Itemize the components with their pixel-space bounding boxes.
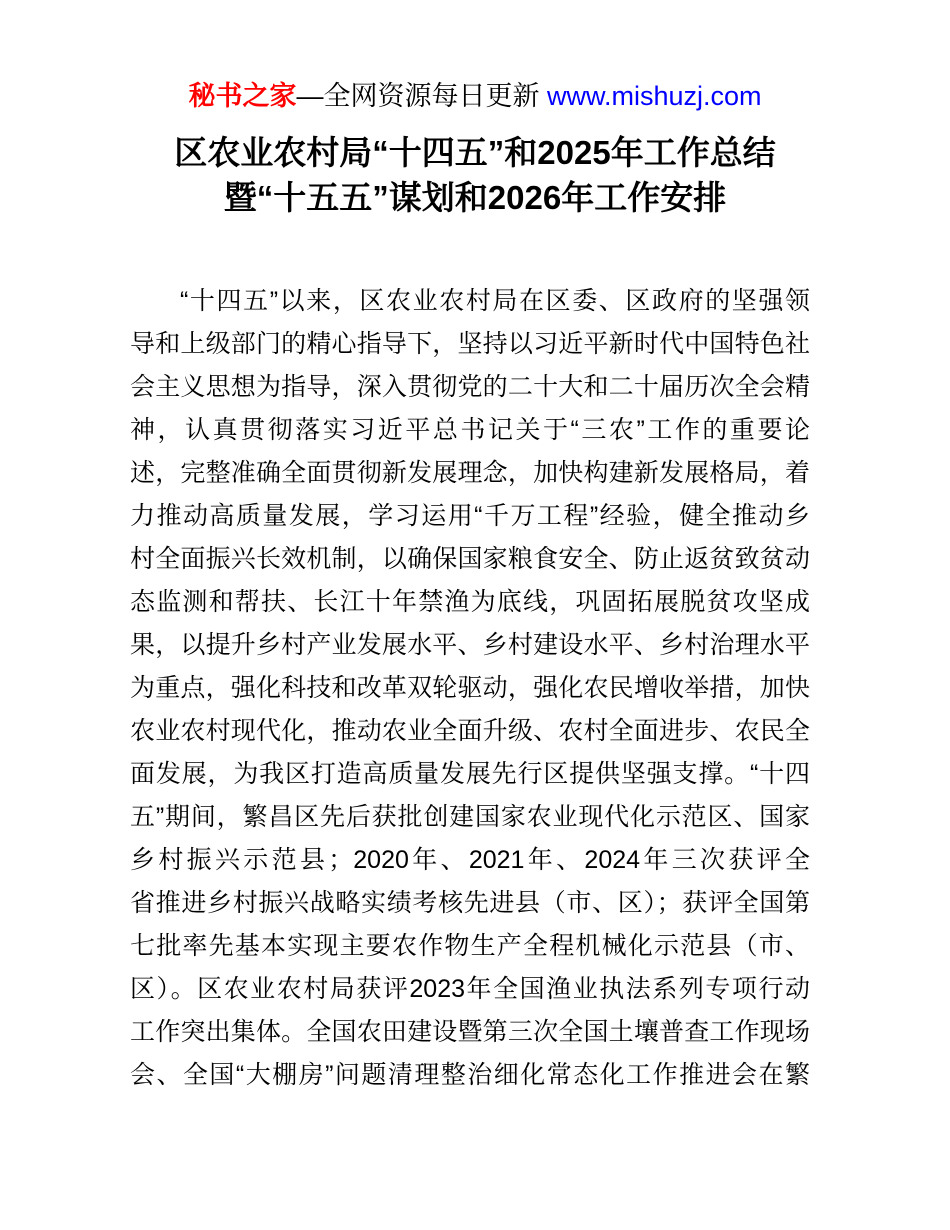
body-paragraph — [130, 280, 810, 1097]
body-line: 农业农村现代化，推动农业全面升级、农村全面进步、农民全 — [130, 717, 810, 745]
site-url-link[interactable]: www.mishuzj.com — [546, 81, 762, 111]
body-line: 工作突出集体。全国农田建设暨第三次全国土壤普查工作现场 — [130, 1018, 810, 1046]
body-line: 导和上级部门的精心指导下，坚持以习近平新时代中国特色社 — [130, 330, 810, 358]
site-header — [0, 0, 950, 112]
document-title-line-1: 区农业农村局“十四五”和2025年工作总结 — [174, 134, 776, 171]
body-line: 态监测和帮扶、长江十年禁渔为底线，巩固拓展脱贫攻坚成 — [130, 588, 810, 616]
body-line: 会主义思想为指导，深入贯彻党的二十大和二十届历次全会精 — [130, 373, 810, 401]
body-line: 五”期间，繁昌区先后获批创建国家农业现代化示范区、国家 — [130, 803, 810, 831]
site-brand: 秘书之家 — [188, 81, 297, 111]
body-line: “十四五”以来，区农业农村局在区委、区政府的坚强领 — [180, 287, 810, 315]
document-title — [80, 130, 870, 220]
body-line: 果，以提升乡村产业发展水平、乡村建设水平、乡村治理水平 — [130, 631, 810, 659]
body-line: 力推动高质量发展，学习运用“千万工程”经验，健全推动乡 — [130, 502, 810, 530]
body-line: 面发展，为我区打造高质量发展先行区提供坚强支撑。“十四 — [130, 760, 810, 788]
body-line: 省推进乡村振兴战略实绩考核先进县（市、区）；获评全国第 — [130, 889, 810, 917]
body-line: 区）。区农业农村局获评2023年全国渔业执法系列专项行动 — [130, 975, 810, 1003]
body-line: 村全面振兴长效机制，以确保国家粮食安全、防止返贫致贫动 — [130, 545, 810, 573]
body-line: 会、全国“大棚房”问题清理整治细化常态化工作推进会在繁 — [130, 1061, 810, 1089]
document-title-line-2: 暨“十五五”谋划和2026年工作安排 — [223, 179, 727, 216]
body-line: 述，完整准确全面贯彻新发展理念，加快构建新发展格局，着 — [130, 459, 810, 487]
body-line: 为重点，强化科技和改革双轮驱动，强化农民增收举措，加快 — [130, 674, 810, 702]
body-line: 七批率先基本实现主要农作物生产全程机械化示范县（市、 — [130, 932, 810, 960]
body-line: 神，认真贯彻落实习近平总书记关于“三农”工作的重要论 — [130, 416, 810, 444]
site-tagline: —全网资源每日更新 — [296, 81, 547, 111]
body-line: 乡村振兴示范县；2020年、2021年、2024年三次获评全 — [130, 846, 810, 874]
